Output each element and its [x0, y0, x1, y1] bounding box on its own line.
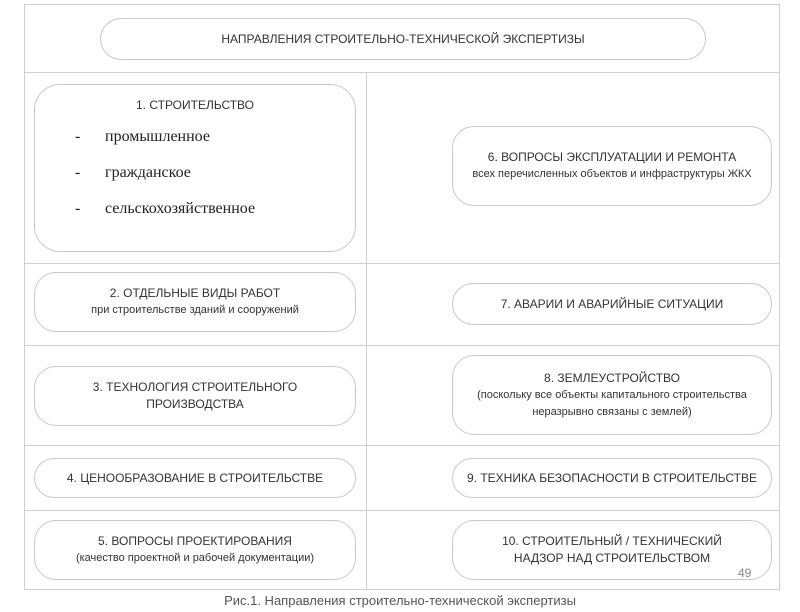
- box-heading: 7. АВАРИИ И АВАРИЙНЫЕ СИТУАЦИИ: [500, 296, 724, 311]
- box-heading: 3. ТЕХНОЛОГИЯ СТРОИТЕЛЬНОГО ПРОИЗВОДСТВА: [92, 380, 298, 411]
- diagram-title: [100, 18, 706, 60]
- list-item-label: сельскохозяйственное: [105, 199, 256, 217]
- list-item: [75, 118, 255, 154]
- grid-line: [366, 72, 367, 590]
- box-design-issues: [34, 520, 356, 580]
- page-number: 49: [738, 566, 752, 580]
- box-heading: 10. СТРОИТЕЛЬНЫЙ / ТЕХНИЧЕСКИЙ НАДЗОР НАД СТРОИТЕЛЬСТВОМ: [502, 534, 722, 565]
- box-heading: 6. ВОПРОСЫ ЭКСПЛУАТАЦИИ И РЕМОНТА: [487, 150, 737, 164]
- box-construction: [34, 84, 356, 252]
- box-operation-repair: [452, 126, 772, 206]
- list-item: [75, 190, 255, 226]
- box-safety: [452, 458, 772, 498]
- box-heading: 1. СТРОИТЕЛЬСТВО: [136, 98, 254, 112]
- box-land-management: [452, 355, 772, 435]
- grid-line: [24, 345, 780, 346]
- figure-caption: Рис.1. Направления строительно-технической экспертизы: [224, 593, 576, 608]
- box-heading: 5. ВОПРОСЫ ПРОЕКТИРОВАНИЯ: [98, 534, 292, 548]
- box-heading: 8. ЗЕМЛЕУСТРОЙСТВО: [544, 370, 680, 385]
- dash-marker: -: [75, 127, 81, 145]
- grid-line: [24, 510, 780, 511]
- box-separate-works: [34, 272, 356, 332]
- grid-line: [24, 263, 780, 264]
- box-accidents: [452, 283, 772, 325]
- title-text: НАПРАВЛЕНИЯ СТРОИТЕЛЬНО-ТЕХНИЧЕСКОЙ ЭКСПЕРТИЗЫ: [221, 31, 585, 46]
- box-heading: 2. ОТДЕЛЬНЫЕ ВИДЫ РАБОТ: [109, 286, 281, 300]
- box-subtext: (качество проектной и рабочей документации): [75, 552, 315, 564]
- grid-line: [24, 72, 780, 73]
- box-construction-technology: [34, 366, 356, 426]
- list-item-label: гражданское: [105, 163, 191, 181]
- dash-marker: -: [75, 163, 81, 181]
- box-heading: 9. ТЕХНИКА БЕЗОПАСНОСТИ В СТРОИТЕЛЬСТВЕ: [466, 470, 757, 485]
- box-subtext: всех перечисленных объектов и инфраструктуры ЖКХ: [472, 168, 752, 180]
- box-supervision: [452, 520, 772, 580]
- dash-marker: -: [75, 199, 81, 217]
- box-heading: 4. ЦЕНООБРАЗОВАНИЕ В СТРОИТЕЛЬСТВЕ: [66, 470, 324, 485]
- construction-list: [35, 118, 255, 226]
- box-subtext: (поскольку все объекты капитального строительства неразрывно связаны с землей): [477, 388, 747, 418]
- list-item-label: промышленное: [105, 127, 210, 145]
- list-item: [75, 154, 255, 190]
- box-pricing: [34, 458, 356, 498]
- grid-line: [24, 445, 780, 446]
- box-subtext: при строительстве зданий и сооружений: [91, 304, 299, 316]
